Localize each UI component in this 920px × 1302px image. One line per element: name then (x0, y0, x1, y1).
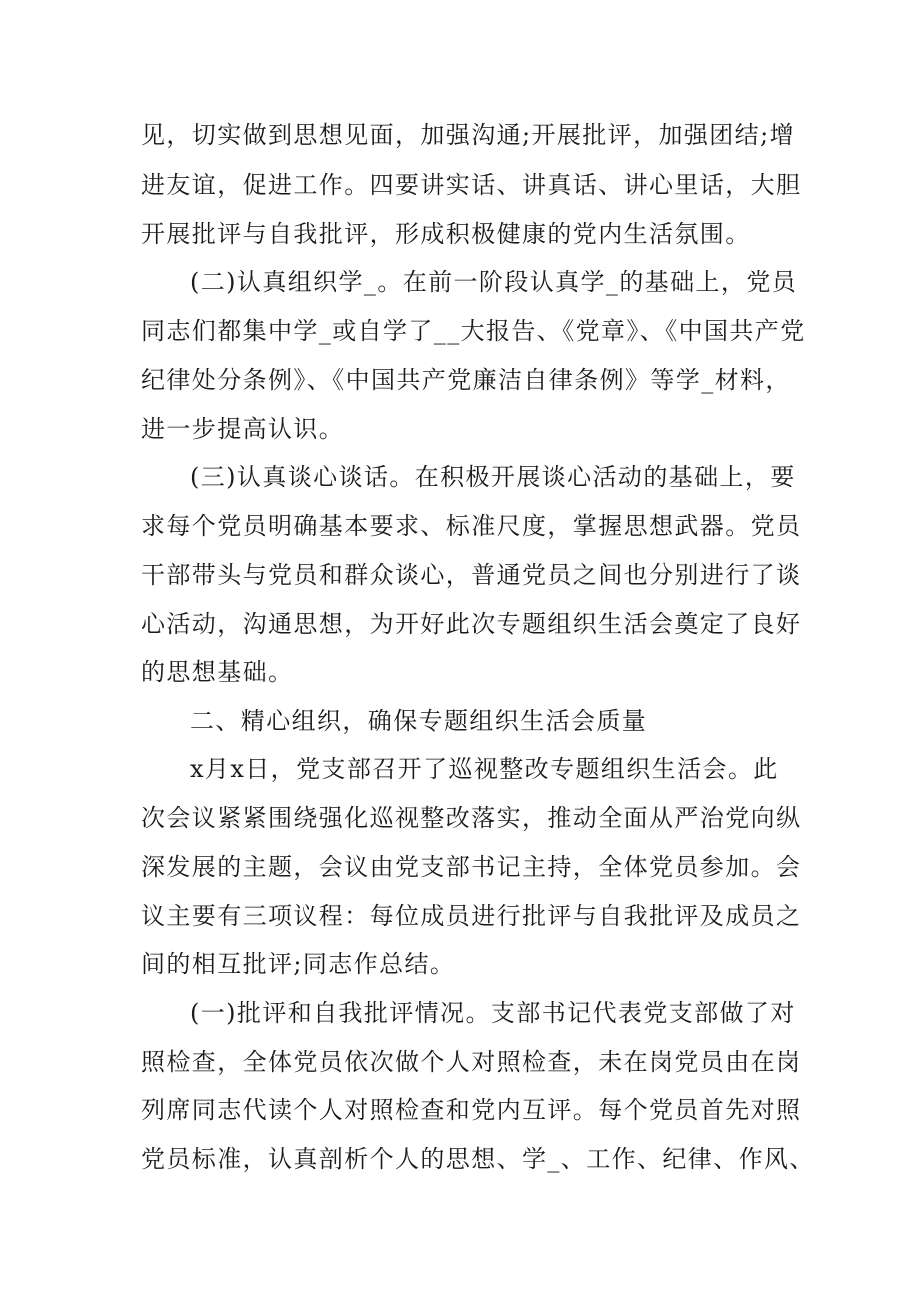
text-line: 党员标准，认真剖析个人的思想、学_、工作、纪律、作风、 (141, 1145, 815, 1173)
text-line: 的思想基础。 (141, 658, 294, 686)
text-line: 照检查，全体党员依次做个人对照检查，未在岗党员由在岗 (141, 1048, 802, 1076)
text-line: 见，切实做到思想见面，加强沟通;开展批评，加强团结;增 (141, 121, 795, 149)
text-line: 同志们都集中学_或自学了__大报告、《党章》、《中国共产党 (141, 317, 806, 345)
text-line: 进友谊，促进工作。四要讲实话、讲真话、讲心里话，大胆 (141, 171, 802, 199)
text-line: 进一步提高认识。 (141, 415, 345, 443)
text-line: (二)认真组织学_。在前一阶段认真学_的基础上，党员 (190, 268, 798, 296)
text-line: 列席同志代读个人对照检查和党内互评。每个党员首先对照 (141, 1096, 802, 1124)
text-line: 深发展的主题，会议由党支部书记主持，全体党员参加。会 (141, 853, 802, 881)
section-heading: 二、精心组织，确保专题组织生活会质量 (190, 707, 648, 735)
text-line: 次会议紧紧围绕强化巡视整改落实，推动全面从严治党向纵 (141, 804, 802, 832)
text-line: 求每个党员明确基本要求、标准尺度，掌握思想武器。党员 (141, 512, 802, 540)
text-line: 开展批评与自我批评，形成积极健康的党内生活氛围。 (141, 220, 751, 248)
text-line: (三)认真谈心谈话。在积极开展谈心活动的基础上，要 (190, 463, 796, 491)
text-line: 议主要有三项议程：每位成员进行批评与自我批评及成员之 (141, 902, 802, 930)
text-line: 纪律处分条例》、《中国共产党廉洁自律条例》等学_材料， (141, 366, 791, 394)
text-line: 间的相互批评;同志作总结。 (141, 950, 456, 978)
text-line: x月x日，党支部召开了巡视整改专题组织生活会。此 (190, 755, 779, 783)
text-line: 心活动，沟通思想，为开好此次专题组织生活会奠定了良好 (141, 610, 802, 638)
text-line: (一)批评和自我批评情况。支部书记代表党支部做了对 (190, 999, 796, 1027)
text-line: 干部带头与党员和群众谈心，普通党员之间也分别进行了谈 (141, 561, 802, 589)
